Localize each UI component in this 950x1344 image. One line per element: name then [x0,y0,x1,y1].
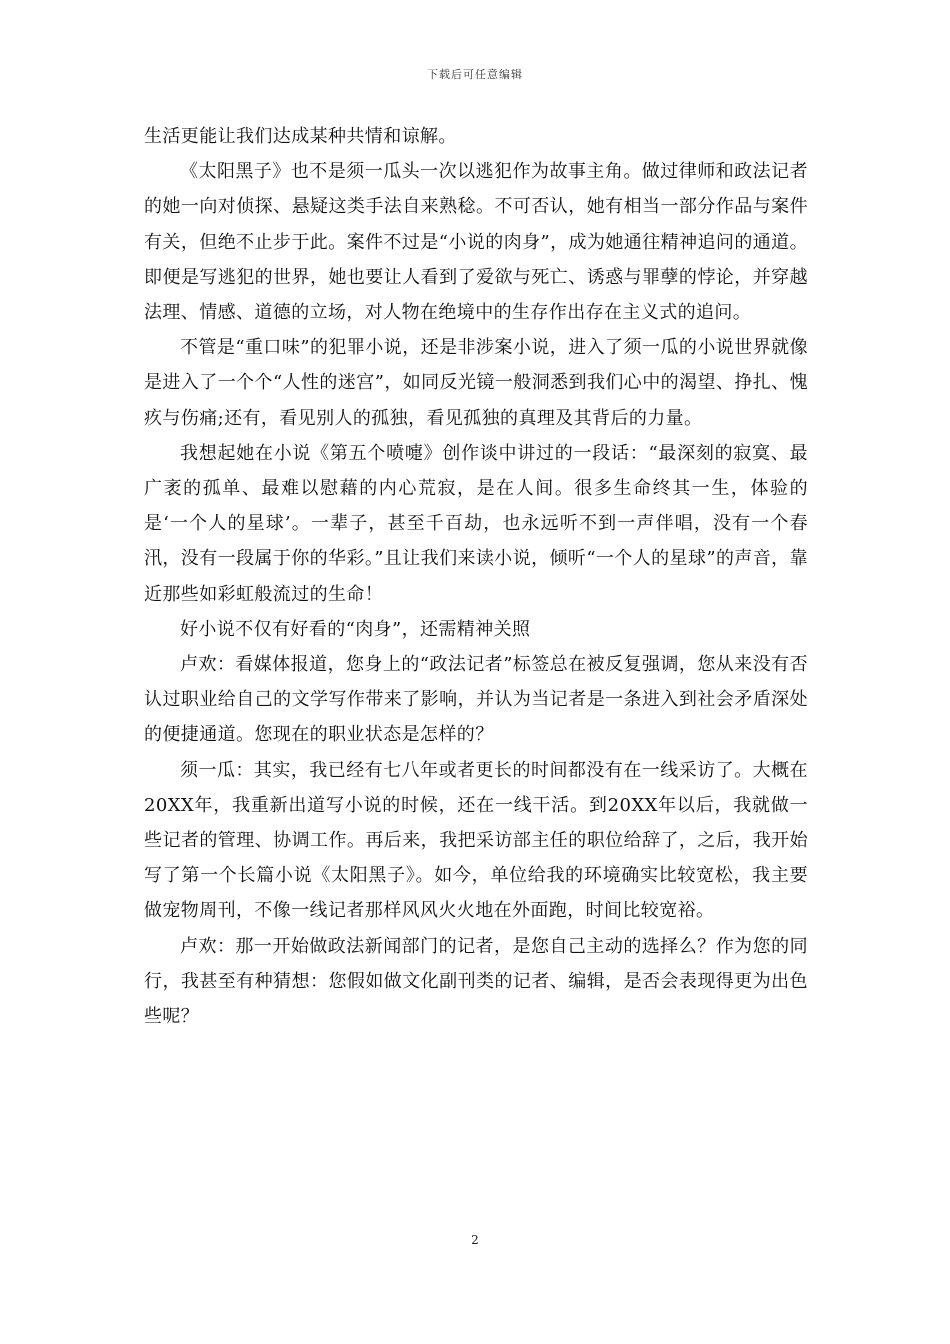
paragraph: 《太阳黑子》也不是须一瓜头一次以逃犯作为故事主角。做过律师和政法记者的她一向对侦探、悬疑这类手法自来熟稔。不可否认，她有相当一部分作品与案件有关，但绝不止步于此。案件不过是“小说的肉身”，成为她通往精神追问的通道。即便是写逃犯的世界，她也要让人看到了爱欲与死亡、诱惑与罪孽的悖论，并穿越法理、情感、道德的立场，对人物在绝境中的生存作出存在主义式的追问。 [144,161,808,324]
section-heading: 好小说不仅有好看的“肉身”，还需精神关照 [180,618,531,640]
interview-question: 卢欢：看媒体报道，您身上的“政法记者”标签总在被反复强调，您从来没有否认过职业给自己的文学写作带来了影响，并认为当记者是一条进入到社会矛盾深处的便捷通道。您现在的职业状态是怎样的？ [144,654,808,746]
paragraph-continuation: 生活更能让我们达成某种共情和谅解。 [144,126,457,147]
paragraph: 我想起她在小说《第五个喷嚏》创作谈中讲过的一段话：“最深刻的寂寞、最广袤的孤单、最难以慰藉的内心荒寂，是在人间。很多生命终其一生，体验的是‘一个人的星球’。一辈子，甚至千百劫，也永远听不到一声伴唱，没有一个春汛，没有一段属于你的华彩。”且让我们来读小说，倾听“一个人的星球”的声音，靠近那些如彩虹般流过的生命！ [144,442,808,605]
page-number: 2 [471,1233,479,1247]
paragraph: 不管是“重口味”的犯罪小说，还是非涉案小说，进入了须一瓜的小说世界就像是进入了一个个“人性的迷宫”，如同反光镜一般洞悉到我们心中的渴望、挣扎、愧疚与伤痛;还有，看见别人的孤独，看见孤独的真理及其背后的力量。 [144,337,808,429]
document-body [144,119,808,1034]
interview-answer: 须一瓜：其实，我已经有七八年或者更长的时间都没有在一线采访了。大概在20XX年，我重新出道写小说的时候，还在一线干活。到20XX年以后，我就做一些记者的管理、协调工作。再后来，我把采访部主任的职位给辞了，之后，我开始写了第一个长篇小说《太阳黑子》。如今，单位给我的环境确实比较宽松，我主要做宠物周刊，不像一线记者那样风风火火地在外面跑，时间比较宽裕。 [144,759,808,922]
interview-question: 卢欢：那一开始做政法新闻部门的记者，是您自己主动的选择么？作为您的同行，我甚至有种猜想：您假如做文化副刊类的记者、编辑，是否会表现得更为出色些呢？ [144,935,808,1028]
page-header: 下载后可任意编辑 [427,68,523,81]
